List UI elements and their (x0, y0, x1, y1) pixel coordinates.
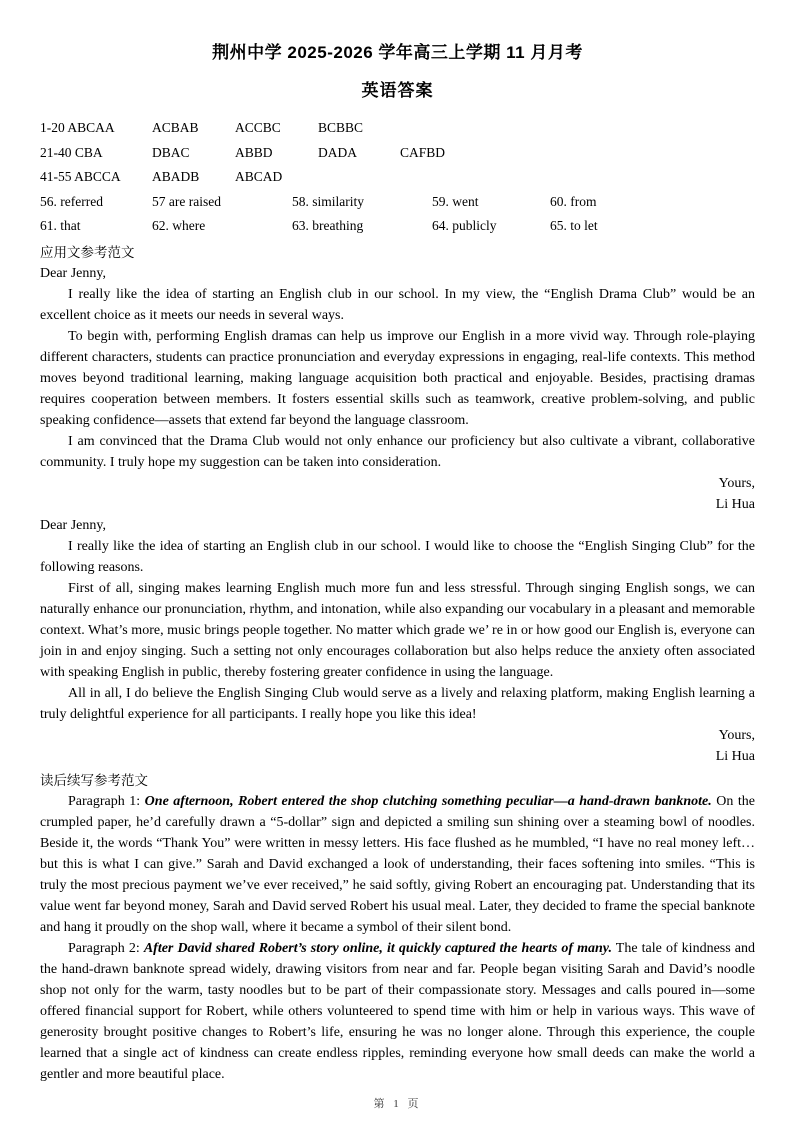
document-title: 荆州中学 2025-2026 学年高三上学期 11 月月考 (212, 43, 583, 62)
answer-cell: DADA (318, 144, 357, 160)
letter-closing-name: Li Hua (715, 496, 755, 512)
answer-cell: 61. that (40, 218, 81, 234)
answer-row-choices (40, 141, 755, 166)
letter-paragraph: I am convinced that the Drama Club would not only enhance our proficiency but also cultivate a vibrant, collaborative community. I truly hope my suggestion can be taken into consideration. (40, 433, 755, 470)
document-subtitle: 英语答案 (361, 81, 434, 100)
answer-row-choices (40, 116, 755, 141)
answer-cell: 64. publicly (432, 218, 497, 234)
answer-cell: CAFBD (400, 144, 446, 160)
paragraph-lead: Paragraph 2: (68, 940, 144, 956)
letter-paragraph: I really like the idea of starting an English club in our school. In my view, the “English Drama Club” would be an excellent choice as it meets our needs in several ways. (40, 286, 755, 323)
paragraph-opening-sentence: After David shared Robert’s story online, it quickly captured the hearts of many. (143, 940, 612, 956)
paragraph-body: The tale of kindness and the hand-drawn banknote spread widely, drawing visitors from near and far. People began visiting Sarah and David’s noodle shop not only for the warm, tasty noodles but to be part of their compassionate story. Messages and calls poured in—some offered financial support for Robert, while others volunteered to spend time with him or help in various ways. This wave of generosity brought positive changes to Robert’s life, ensuring he was no longer alone. Through this experience, the couple learned that a single act of kindness can create endless ripples, reminding everyone how small deeds can make the world a gentler and more beautiful place. (40, 940, 755, 1082)
answer-cell: 58. similarity (292, 193, 364, 209)
answer-cell: 1-20 ABCAA (40, 120, 115, 135)
answer-cell: 59. went (432, 193, 479, 209)
answer-cell: 65. to let (550, 218, 598, 234)
answer-cell: ABBD (235, 144, 273, 160)
answer-cell: 57 are raised (152, 193, 221, 209)
answer-cell: 63. breathing (292, 218, 364, 234)
continuation-section-label: 读后续写参考范文 (40, 772, 148, 788)
continuation-paragraph (40, 791, 755, 938)
applied-writing-section-label: 应用文参考范文 (40, 244, 135, 260)
letter-salutation: Dear Jenny, (40, 517, 106, 533)
answer-row-words (40, 190, 755, 215)
continuation-paragraphs (40, 791, 755, 1085)
letter-paragraph: I really like the idea of starting an English club in our school. I would like to choose the “English Singing Club” for the following reasons. (40, 538, 755, 575)
letter-paragraph: To begin with, performing English dramas can help us improve our English in a more vivid way. Through role-playing different characters, students can practice pronunciation and everyday expressions in engaging, real-life contexts. This method moves beyond traditional learning, making language acquisition both practical and enjoyable. Besides, practising dramas requires cooperation between members. It fosters essential skills such as teamwork, creative problem-solving, and public speaking confidence—assets that extend far beyond the language classroom. (40, 328, 755, 428)
answer-cell: 41-55 ABCCA (40, 169, 121, 185)
applied-writing-section (40, 242, 755, 767)
answer-cell: DBAC (152, 144, 190, 160)
paragraph-body: On the crumpled paper, he’d carefully drawn a “5-dollar” sign and depicted a smiling sun shining over a steaming bowl of noodles. Beside it, the words “Thank You” were written in messy letters. His face flushed as he mumbled, “I have no real money left… but this is what I can give.” Sarah and David exchanged a look of understanding, their faces softening into smiles. “This is truly the most precious payment we’ve ever received,” he said softly, giving Robert an encouraging pat. Understanding that its value went far beyond money, Sarah and David served Robert his usual meal. Later, they decided to frame the special banknote and hang it proudly on the shop wall, where it became a symbol of their silent bond. (40, 793, 755, 935)
answer-cell: ACBAB (152, 120, 199, 135)
letter-paragraph: First of all, singing makes learning English much more fun and less stressful. Through singing English songs, we can naturally enhance our pronunciation, rhythm, and intonation, while also expanding our vocabulary in a pleasant and memorable context. What’s more, music brings people together. No matter which grade we’ re in or how good our English is, everyone can join in and enjoy singing. Such a setting not only encourages collaboration but also helps reduce the anxiety often associated with speaking English in public, thereby fostering greater confidence in using the language. (40, 580, 755, 680)
answer-cell: 56. referred (40, 193, 103, 209)
letter-paragraph: All in all, I do believe the English Singing Club would serve as a lively and relaxing platform, making English learning a truly delightful experience for all participants. I really hope you like this idea! (40, 685, 755, 722)
paragraph-lead: Paragraph 1: (68, 793, 145, 809)
letter-closing-name: Li Hua (715, 748, 755, 764)
letter-salutation: Dear Jenny, (40, 265, 106, 281)
answer-row-choices (40, 165, 755, 190)
applied-letters (40, 263, 755, 767)
paragraph-opening-sentence: One afternoon, Robert entered the shop clutching something peculiar—a hand-drawn banknote. (144, 793, 712, 809)
answer-cell: ABCAD (235, 169, 283, 185)
answer-cell: 21-40 CBA (40, 144, 103, 160)
continuation-section (40, 770, 755, 1085)
page-number: 第 1 页 (373, 1098, 422, 1110)
answer-row-words (40, 214, 755, 239)
letter-closing-yours: Yours, (718, 475, 755, 491)
letter-closing-yours: Yours, (718, 727, 755, 743)
answer-cell: 62. where (152, 218, 206, 234)
continuation-paragraph (40, 938, 755, 1085)
answer-cell: 60. from (550, 193, 597, 209)
answer-cell: ACCBC (235, 120, 281, 135)
answer-grid (40, 116, 755, 239)
answer-cell: BCBBC (318, 120, 364, 135)
answer-cell: ABADB (152, 169, 200, 185)
